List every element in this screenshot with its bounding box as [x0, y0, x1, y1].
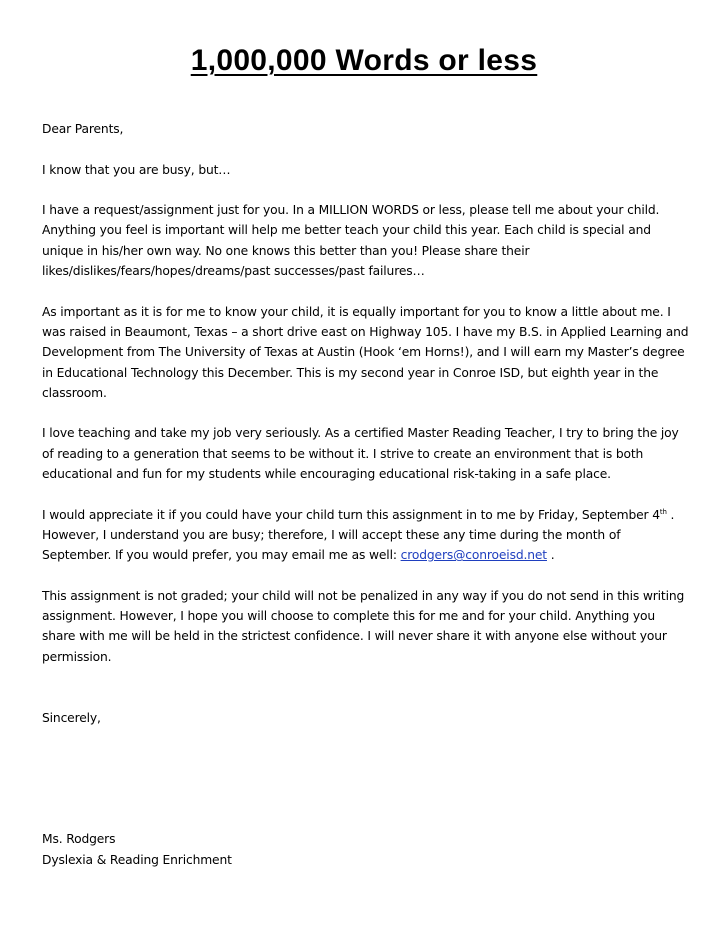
paragraph-about-me: As important as it is for me to know your child, it is equally important for you to know a little about me. I was raised in Beaumont, Texas – a short drive east on Highway 105. I have my B.S. in Applied Learning and Development from The University of Texas at Austin (Hook ‘em Horns!), and I will earn my Master’s degree in Educational Technology this December. This is my second year in Conroe ISD, but eighth year in the classroom. [42, 304, 689, 400]
due-date-text-1: I would appreciate it if you could have your child turn this assignment in to me by Friday, September 4 [42, 507, 660, 522]
due-date-text-2: . However, I understand you are busy; therefore, I will accept these any time during the month of September. If you would prefer, you may email me as well: [42, 507, 675, 563]
signature-title: Dyslexia & Reading Enrichment [42, 852, 232, 867]
ordinal-suffix: th [659, 507, 667, 516]
paragraph-confidentiality: This assignment is not graded; your child will not be penalized in any way if you do not send in this writing assignment. However, I hope you will choose to complete this for me and for your child. Anything you share with me will be held in the strictest confidence. I will never share it with anyone else without your permission. [42, 588, 685, 664]
intro-line: I know that you are busy, but… [42, 162, 231, 177]
signature-name: Ms. Rodgers [42, 832, 116, 847]
salutation: Dear Parents, [42, 122, 124, 136]
letter-body [42, 119, 692, 870]
paragraph-request: I have a request/assignment just for you. In a MILLION WORDS or less, please tell me about your child. Anything you feel is important will help me better teach your child this year. Each child is special and unique in his/her own way. No one knows this better than you! Please share their likes/dislikes/fears/hopes/dreams/past successes/past failures… [42, 203, 660, 279]
due-date-text-3: . [546, 548, 555, 563]
page-title: 1,000,000 Words or less [190, 44, 538, 77]
email-link[interactable]: crodgers@conroeisd.net [400, 548, 547, 563]
paragraph-due-date [42, 505, 692, 566]
closing: Sincerely, [42, 710, 101, 725]
paragraph-teaching: I love teaching and take my job very seriously. As a certified Master Reading Teacher, I try to bring the joy of reading to a generation that seems to be without it. I strive to create an environment that is both educational and fun for my students while encouraging educational risk-taking in a safe place. [42, 426, 679, 482]
